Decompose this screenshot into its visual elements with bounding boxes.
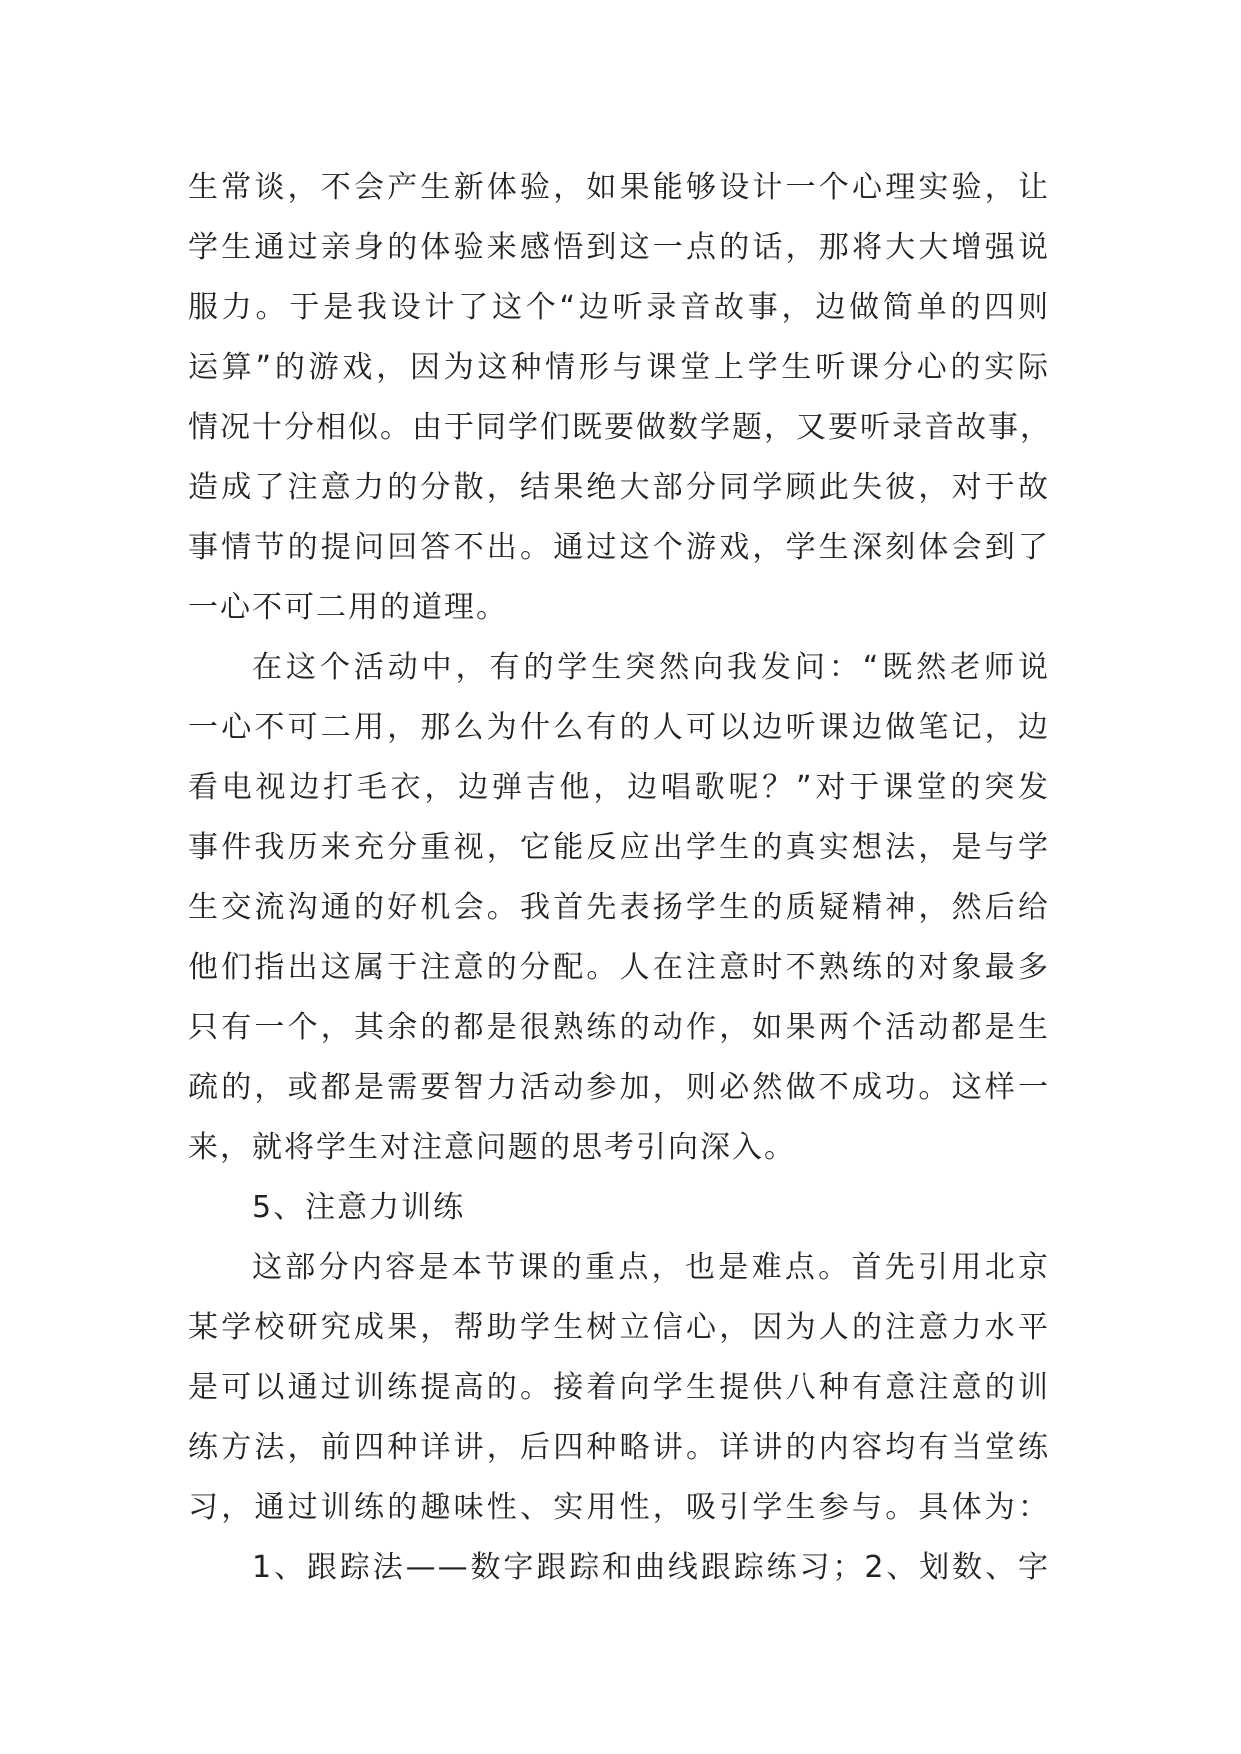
text-line: 事情节的提问回答不出。通过这个游戏，学生深刻体会到了 <box>188 530 1050 565</box>
text-line: 这部分内容是本节课的重点，也是难点。首先引用北京 <box>252 1250 1050 1285</box>
text-line: 他们指出这属于注意的分配。人在注意时不熟练的对象最多 <box>188 950 1050 985</box>
text-line: 运算”的游戏，因为这种情形与课堂上学生听课分心的实际 <box>188 350 1050 385</box>
text-line: 在这个活动中，有的学生突然向我发问：“既然老师说 <box>252 650 1050 685</box>
text-line: 某学校研究成果，帮助学生树立信心，因为人的注意力水平 <box>188 1310 1050 1345</box>
text-line: 学生通过亲身的体验来感悟到这一点的话，那将大大增强说 <box>188 230 1050 265</box>
text-line: 一心不可二用的道理。 <box>188 590 508 625</box>
text-line: 事件我历来充分重视，它能反应出学生的真实想法，是与学 <box>188 830 1050 865</box>
text-line: 疏的，或都是需要智力活动参加，则必然做不成功。这样一 <box>188 1070 1050 1105</box>
text-line: 造成了注意力的分散，结果绝大部分同学顾此失彼，对于故 <box>188 470 1050 505</box>
text-line: 生交流沟通的好机会。我首先表扬学生的质疑精神，然后给 <box>188 890 1050 925</box>
text-line: 服力。于是我设计了这个“边听录音故事，边做简单的四则 <box>188 290 1050 325</box>
text-line: 1、跟踪法——数字跟踪和曲线跟踪练习；2、划数、字 <box>252 1550 1050 1585</box>
text-line: 练方法，前四种详讲，后四种略讲。详讲的内容均有当堂练 <box>188 1430 1050 1465</box>
text-line: 情况十分相似。由于同学们既要做数学题，又要听录音故事， <box>188 410 1052 445</box>
text-line: 看电视边打毛衣，边弹吉他，边唱歌呢？”对于课堂的突发 <box>188 770 1050 805</box>
text-line: 5、注意力训练 <box>252 1190 466 1225</box>
text-line: 来，就将学生对注意问题的思考引向深入。 <box>188 1130 796 1165</box>
text-line: 习，通过训练的趣味性、实用性，吸引学生参与。具体为： <box>188 1490 1050 1525</box>
text-line: 只有一个，其余的都是很熟练的动作，如果两个活动都是生 <box>188 1010 1050 1045</box>
text-line: 一心不可二用，那么为什么有的人可以边听课边做笔记，边 <box>188 710 1050 745</box>
text-line: 生常谈，不会产生新体验，如果能够设计一个心理实验，让 <box>188 170 1050 205</box>
document-body <box>188 158 1050 1598</box>
text-line: 是可以通过训练提高的。接着向学生提供八种有意注意的训 <box>188 1370 1050 1405</box>
